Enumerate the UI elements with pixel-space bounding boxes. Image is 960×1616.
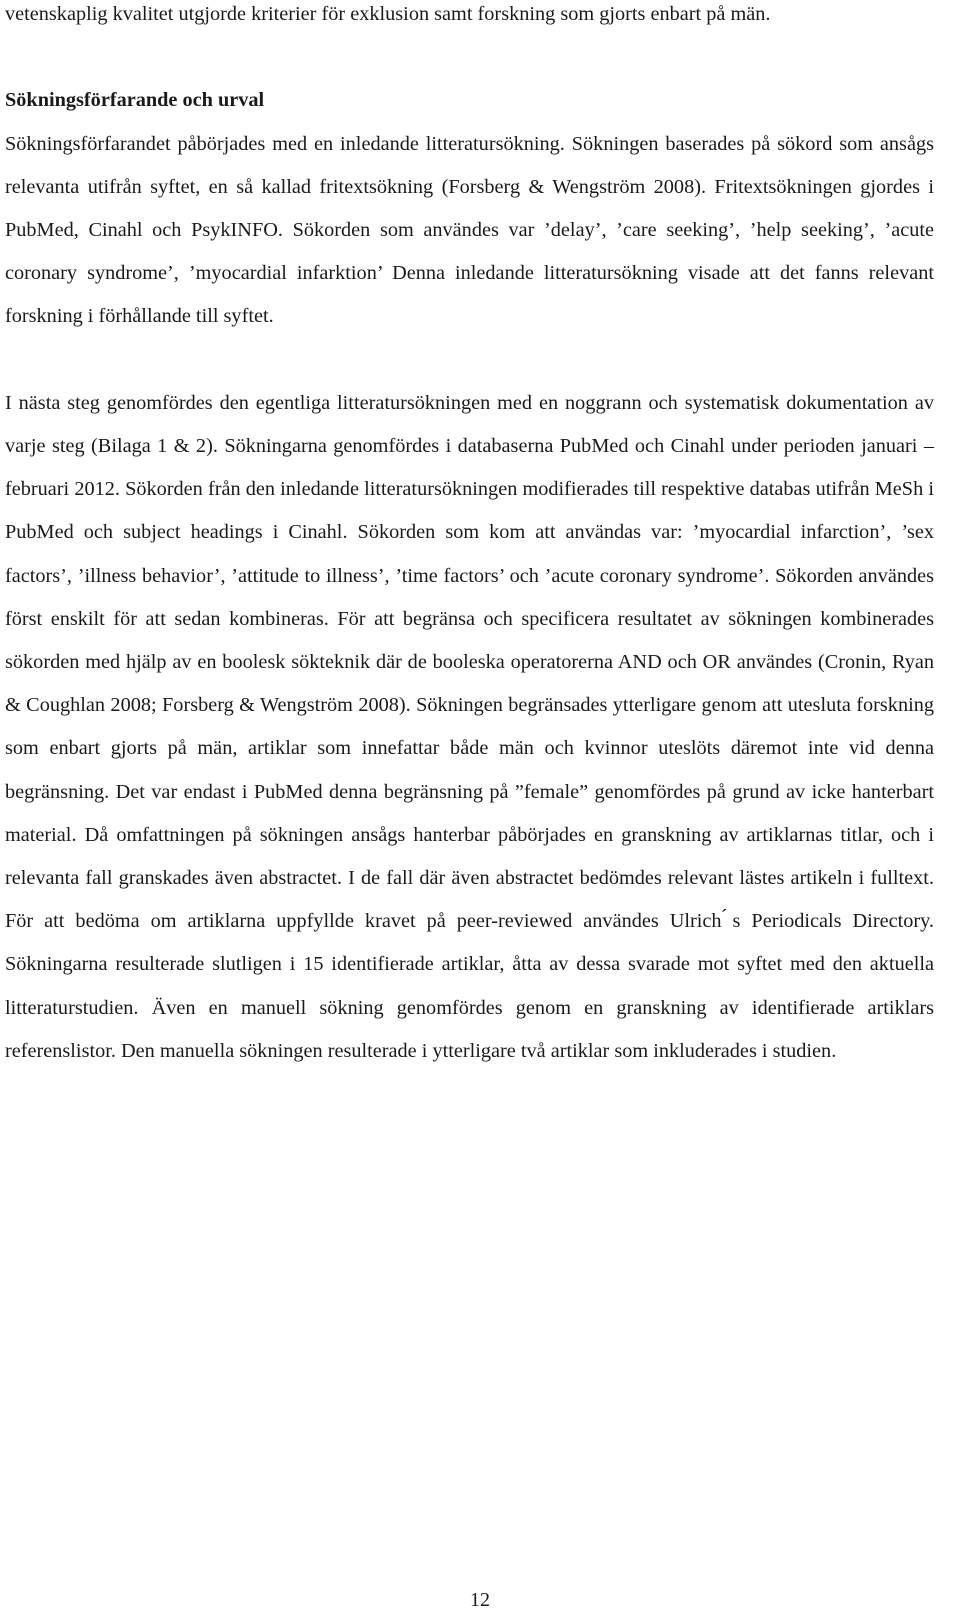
paragraph-search-method: I nästa steg genomfördes den egentliga litteratursökningen med en noggrann och systematisk dokumentation av varje steg (Bilaga 1 & 2). Sökningarna genomfördes i databaserna PubMed och Cinahl under perioden januari – februari 2012. Sökorden från den inledande litteratursökningen modifierades till respektive databas utifrån MeSh i PubMed och subject headings i Cinahl. Sökorden som kom att användas var: ’myocardial infarction’, ’sex factors’, ’illness behavior’, ’attitude to illness’, ’time factors’ och ’acute coronary syndrome’. Sökorden användes först enskilt för att sedan kombineras. För att begränsa och specificera resultatet av sökningen kombinerades sökorden med hjälp av en boolesk sökteknik där de booleska operatorerna AND och OR användes (Cronin, Ryan & Coughlan 2008; Forsberg & Wengström 2008). Sökningen begränsades ytterligare genom att utesluta forskning som enbart gjorts på män, artiklar som innefattar både män och kvinnor uteslöts däremot inte vid denna begränsning. Det var endast i PubMed denna begränsning på ”female” genomfördes på grund av icke hanterbart material. Då omfattningen på sökningen ansågs hanterbar påbörjades en granskning av artiklarnas titlar, och i relevanta fall granskades även abstractet. I de fall där även abstractet bedömdes relevant lästes artikeln i fulltext. För att bedöma om artiklarna uppfyllde kravet på peer-reviewed användes Ulrich ́s Periodicals Directory. Sökningarna resulterade slutligen i 15 identifierade artiklar, åtta av dessa svarade mot syftet med den aktuella litteraturstudien. Även en manuell sökning genomfördes genom en granskning av identifierade artiklars referenslistor. Den manuella sökningen resulterade i ytterligare två artiklar som inkluderades i studien. [5, 391, 934, 1062]
section-heading: Sökningsförfarande och urval [5, 89, 265, 112]
continuation-paragraph: vetenskaplig kvalitet utgjorde kriterier för exklusion samt forskning som gjorts enbart på män. [5, 3, 771, 25]
page-number: 12 [470, 1589, 490, 1611]
body-text [5, 0, 934, 1073]
paragraph-search-intro: Sökningsförfarandet påbörjades med en inledande litteratursökning. Sökningen baserades på sökord som ansågs relevanta utifrån syftet, en så kallad fritextsökning (Forsberg & Wengström 2008). Fritextsökningen gjordes i PubMed, Cinahl och PsykINFO. Sökorden som användes var ’delay’, ’care seeking’, ’help seeking’, ’acute coronary syndrome’, ’myocardial infarktion’ Denna inledande litteratursökning visade att det fanns relevant forskning i förhållande till syftet. [5, 132, 934, 328]
